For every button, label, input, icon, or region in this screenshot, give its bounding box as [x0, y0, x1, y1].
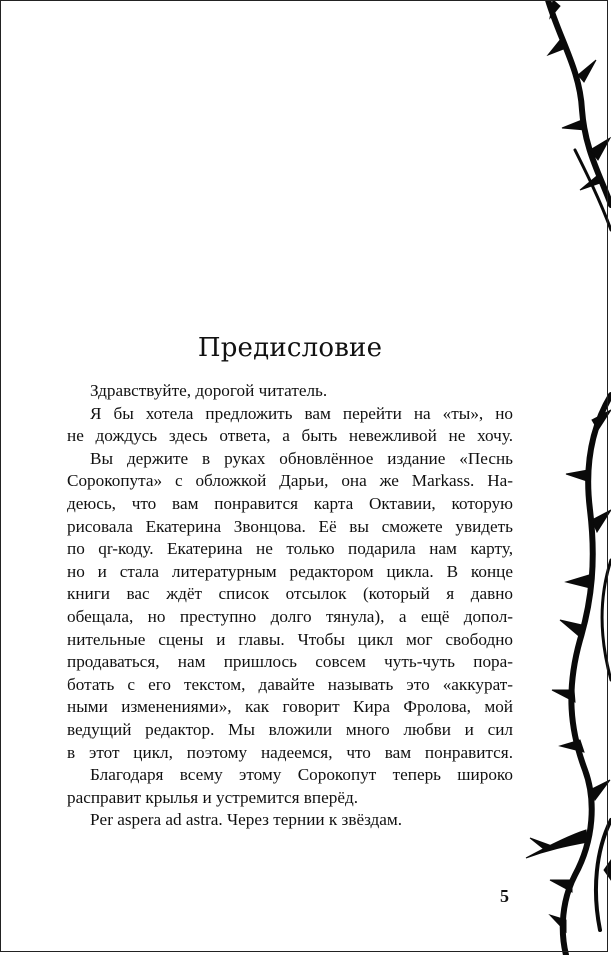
chapter-title: Предисловие	[197, 333, 383, 363]
text-line: обещала, но преступно долго тянула), а ещё допол-	[67, 606, 513, 626]
text-line: Вы держите в руках обновлённое издание «Песнь	[90, 448, 513, 468]
text-line: рисовала Екатерина Звонцова. Её вы сможете увидеть	[67, 516, 513, 536]
text-line: нительные сцены и главы. Чтобы цикл мог свободно	[67, 629, 513, 649]
text-line: Я бы хотела предложить вам перейти на «ты», но	[90, 403, 513, 423]
text-line: ведущий редактор. Мы вложили много любви и сил	[67, 719, 513, 739]
text-line: по qr-коду. Екатерина не только подарила нам карту,	[67, 539, 513, 559]
text-line: деюсь, что вам понравится карта Октавии, которую	[67, 493, 513, 513]
text-line: но и стала литературным редактором цикла. В конце	[67, 561, 513, 581]
text-line: Сорокопута» с обложкой Дарьи, она же Markass. На-	[67, 471, 513, 491]
text-line: книги вас ждёт список отсылок (который я давно	[67, 584, 513, 604]
page-number: 5	[500, 886, 509, 906]
text-line: ными изменениями», как говорит Кира Фролова, мой	[67, 697, 513, 717]
text-line: продаваться, нам пришлось совсем чуть-чуть пора-	[67, 652, 513, 672]
text-line: не дождусь здесь ответа, а быть невежливой не хочу.	[67, 426, 513, 446]
text-line: Благодаря всему этому Сорокопут теперь широко	[90, 765, 513, 785]
text-line: расправит крылья и устремится вперёд.	[67, 787, 358, 807]
text-line: Здравствуйте, дорогой читатель.	[90, 381, 328, 400]
text-line: Per aspera ad astra. Через тернии к звёздам.	[90, 810, 403, 830]
foreword-text	[67, 380, 513, 832]
text-line: ботать с его текстом, давайте называть это «аккурат-	[67, 674, 513, 694]
text-line: в этот цикл, поэтому надеемся, что вам понравится.	[67, 742, 513, 762]
